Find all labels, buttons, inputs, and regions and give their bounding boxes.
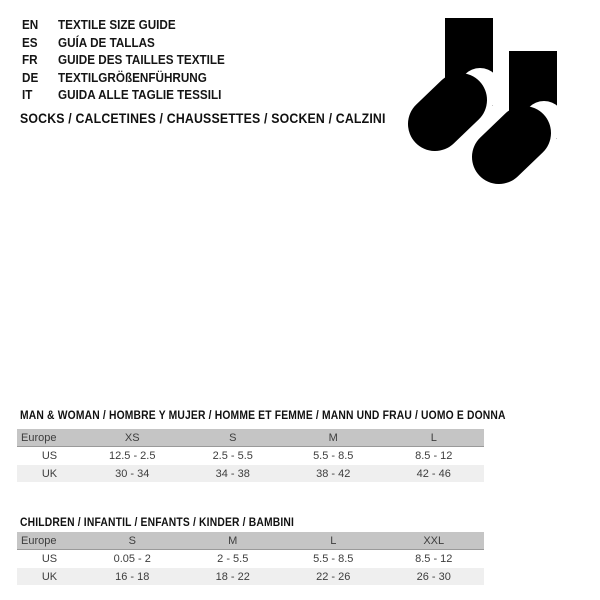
table-title-adults: MAN & WOMAN / HOMBRE Y MUJER / HOMME ET FEMME / MANN UND FRAU / UOMO E DONNA <box>20 408 506 422</box>
size-cell: 5.5 - 8.5 <box>313 553 354 565</box>
size-cell: 30 - 34 <box>115 467 150 480</box>
col-header-size: XS <box>82 429 183 447</box>
language-code: EN <box>22 17 39 32</box>
language-label: GUIDE DES TAILLES TEXTILE <box>58 52 225 67</box>
size-table-children <box>17 532 484 585</box>
category-line: SOCKS / CALCETINES / CHAUSSETTES / SOCKEN / CALZINI <box>20 110 386 126</box>
size-cell: 2 - 5.5 <box>217 553 249 565</box>
sock-left <box>435 18 501 124</box>
size-cell: 26 - 30 <box>416 570 451 583</box>
size-cell: 2.5 - 5.5 <box>212 450 253 462</box>
language-code: DE <box>22 69 39 85</box>
size-cell: 42 - 46 <box>416 467 451 480</box>
language-label: TEXTILE SIZE GUIDE <box>58 17 176 32</box>
socks-icon <box>408 14 568 199</box>
language-list <box>22 16 247 104</box>
size-cell: 16 - 18 <box>115 570 150 583</box>
col-header-region: Europe <box>17 429 82 447</box>
size-cell: 0.05 - 2 <box>113 553 151 565</box>
language-label: GUIDA ALLE TAGLIE TESSILI <box>58 87 222 102</box>
language-label: GUÍA DE TALLAS <box>58 34 155 50</box>
col-header-size: M <box>183 532 284 550</box>
row-label: US <box>41 553 58 565</box>
language-row-es <box>22 34 225 52</box>
socks-icon-svg <box>408 14 568 199</box>
language-label: TEXTILGRÖßENFÜHRUNG <box>58 69 207 85</box>
language-code: ES <box>22 34 38 50</box>
col-header-size: L <box>384 429 485 447</box>
size-cell: 38 - 42 <box>316 467 351 480</box>
language-row-it <box>22 86 225 104</box>
language-row-en <box>22 16 225 34</box>
col-header-size: L <box>283 532 384 550</box>
size-cell: 12.5 - 2.5 <box>109 450 156 462</box>
col-header-size: S <box>183 429 284 447</box>
language-row-fr <box>22 51 225 69</box>
size-cell: 34 - 38 <box>215 467 250 480</box>
language-row-de <box>22 69 225 87</box>
size-cell: 8.5 - 12 <box>415 553 453 565</box>
table-row-us <box>17 447 484 466</box>
col-header-size: M <box>283 429 384 447</box>
size-cell: 22 - 26 <box>316 570 351 583</box>
size-cell: 5.5 - 8.5 <box>313 450 354 462</box>
table-row-uk <box>17 568 484 585</box>
size-cell: 18 - 22 <box>215 570 250 583</box>
language-code: FR <box>22 52 38 67</box>
size-cell: 8.5 - 12 <box>415 450 453 462</box>
table-row-uk <box>17 465 484 482</box>
row-label: UK <box>41 467 58 480</box>
row-label: US <box>41 450 58 462</box>
sock-right <box>499 51 565 157</box>
table-header-row <box>17 429 484 447</box>
table-header-row <box>17 532 484 550</box>
language-code: IT <box>22 87 33 102</box>
table-row-us <box>17 550 484 569</box>
row-label: UK <box>41 570 58 583</box>
col-header-size: XXL <box>384 532 485 550</box>
size-table-adults <box>17 429 484 482</box>
col-header-region: Europe <box>17 532 82 550</box>
col-header-size: S <box>82 532 183 550</box>
table-title-children: CHILDREN / INFANTIL / ENFANTS / KINDER / BAMBINI <box>20 515 295 529</box>
